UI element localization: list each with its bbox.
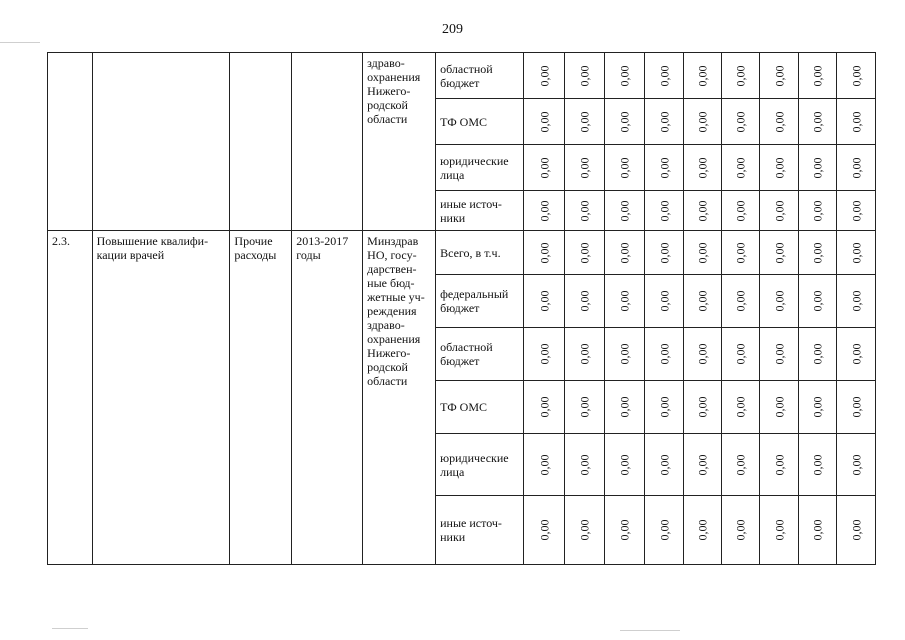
value-text: 0,00 [849, 111, 864, 132]
value-cell [798, 496, 837, 565]
value-text: 0,00 [695, 519, 710, 541]
value-cell [721, 53, 760, 99]
value-text: 0,00 [617, 519, 632, 541]
value-text: 0,00 [772, 290, 787, 312]
value-text: 0,00 [810, 65, 825, 86]
value-text: 0,00 [810, 157, 825, 178]
value-text: 0,00 [695, 242, 710, 263]
value-text: 0,00 [810, 343, 825, 365]
value-cell [837, 496, 876, 565]
value-text: 0,00 [810, 454, 825, 475]
value-text: 0,00 [537, 343, 552, 365]
value-cell [760, 496, 799, 565]
value-text: 0,00 [657, 396, 672, 418]
executor-cell: здраво- охранения Нижего- родской области [363, 53, 436, 231]
value-cell [644, 381, 684, 434]
value-cell [524, 275, 565, 328]
expense-type-cell: Прочие расходы [230, 231, 292, 565]
value-cell [837, 231, 876, 275]
funding-source-cell: юридические лица [436, 145, 524, 191]
value-cell [760, 328, 799, 381]
value-cell [605, 275, 645, 328]
table-row [48, 53, 876, 99]
value-text: 0,00 [695, 200, 710, 221]
funding-source-cell: ТФ ОМС [436, 99, 524, 145]
value-text: 0,00 [617, 242, 632, 263]
value-cell [684, 434, 721, 496]
value-cell [837, 434, 876, 496]
value-cell [721, 328, 760, 381]
value-cell [605, 231, 645, 275]
value-text: 0,00 [657, 157, 672, 178]
value-text: 0,00 [617, 454, 632, 475]
value-cell [644, 434, 684, 496]
value-text: 0,00 [733, 65, 748, 86]
value-text: 0,00 [772, 111, 787, 132]
value-text: 0,00 [772, 242, 787, 263]
value-cell [644, 145, 684, 191]
value-cell [524, 231, 565, 275]
value-cell [721, 145, 760, 191]
value-text: 0,00 [537, 200, 552, 221]
value-cell [837, 145, 876, 191]
value-cell [760, 53, 799, 99]
value-text: 0,00 [577, 157, 592, 178]
funding-source-cell: федеральный бюджет [436, 275, 524, 328]
value-cell [524, 53, 565, 99]
value-cell [721, 231, 760, 275]
period-cell: 2013-2017 годы [292, 231, 363, 565]
value-text: 0,00 [733, 157, 748, 178]
funding-source-cell: ТФ ОМС [436, 381, 524, 434]
value-cell [524, 191, 565, 231]
value-text: 0,00 [695, 396, 710, 418]
value-text: 0,00 [849, 200, 864, 221]
value-cell [605, 496, 645, 565]
value-text: 0,00 [657, 200, 672, 221]
value-text: 0,00 [577, 242, 592, 263]
value-text: 0,00 [695, 65, 710, 86]
value-text: 0,00 [617, 396, 632, 418]
value-text: 0,00 [733, 290, 748, 312]
value-text: 0,00 [577, 519, 592, 541]
value-cell [644, 496, 684, 565]
number-cell [48, 53, 93, 231]
value-text: 0,00 [537, 454, 552, 475]
value-cell [644, 99, 684, 145]
value-text: 0,00 [849, 396, 864, 418]
value-text: 0,00 [577, 396, 592, 418]
value-text: 0,00 [657, 290, 672, 312]
value-cell [605, 99, 645, 145]
value-text: 0,00 [695, 290, 710, 312]
value-cell [564, 328, 605, 381]
value-text: 0,00 [577, 454, 592, 475]
funding-source-cell: областной бюджет [436, 53, 524, 99]
item-name-cell: Повышение квалифи- кации врачей [92, 231, 230, 565]
value-text: 0,00 [772, 343, 787, 365]
value-text: 0,00 [849, 157, 864, 178]
value-cell [721, 381, 760, 434]
item-number-cell: 2.3. [48, 231, 93, 565]
value-cell [684, 53, 721, 99]
value-cell [524, 496, 565, 565]
value-cell [524, 99, 565, 145]
value-text: 0,00 [577, 343, 592, 365]
value-cell [721, 99, 760, 145]
value-cell [605, 328, 645, 381]
value-text: 0,00 [657, 454, 672, 475]
value-cell [564, 381, 605, 434]
value-text: 0,00 [733, 519, 748, 541]
value-text: 0,00 [733, 200, 748, 221]
value-cell [684, 99, 721, 145]
value-text: 0,00 [537, 111, 552, 132]
value-text: 0,00 [577, 200, 592, 221]
value-text: 0,00 [617, 200, 632, 221]
value-cell [605, 145, 645, 191]
value-cell [837, 381, 876, 434]
value-cell [644, 231, 684, 275]
value-cell [684, 275, 721, 328]
value-cell [760, 231, 799, 275]
value-cell [837, 191, 876, 231]
value-cell [564, 191, 605, 231]
value-text: 0,00 [577, 65, 592, 86]
value-cell [721, 275, 760, 328]
funding-source-cell: иные источ- ники [436, 191, 524, 231]
value-cell [798, 434, 837, 496]
value-cell [760, 381, 799, 434]
value-text: 0,00 [695, 454, 710, 475]
name-cell [92, 53, 230, 231]
value-cell [564, 231, 605, 275]
value-cell [644, 191, 684, 231]
value-text: 0,00 [810, 242, 825, 263]
value-cell [684, 496, 721, 565]
value-cell [684, 381, 721, 434]
value-cell [644, 275, 684, 328]
value-text: 0,00 [695, 343, 710, 365]
value-cell [684, 145, 721, 191]
value-text: 0,00 [810, 519, 825, 541]
value-cell [837, 53, 876, 99]
value-text: 0,00 [849, 343, 864, 365]
executor-cell: Минздрав НО, госу- дарствен- ные бюд- жетные уч- реждения здраво- охранения Нижего- родской области [363, 231, 436, 565]
value-cell [798, 99, 837, 145]
expense-type-cell [230, 53, 292, 231]
value-cell [564, 434, 605, 496]
value-text: 0,00 [772, 396, 787, 418]
value-text: 0,00 [810, 111, 825, 132]
value-cell [524, 145, 565, 191]
value-cell [605, 434, 645, 496]
value-cell [760, 434, 799, 496]
value-cell [798, 191, 837, 231]
value-cell [605, 381, 645, 434]
funding-table [47, 52, 876, 565]
value-cell [837, 328, 876, 381]
value-cell [564, 496, 605, 565]
value-text: 0,00 [733, 454, 748, 475]
value-text: 0,00 [657, 111, 672, 132]
value-cell [524, 381, 565, 434]
value-cell [564, 53, 605, 99]
value-cell [524, 434, 565, 496]
value-cell [684, 191, 721, 231]
value-cell [605, 191, 645, 231]
value-cell [798, 381, 837, 434]
value-text: 0,00 [849, 290, 864, 312]
value-cell [684, 231, 721, 275]
value-cell [760, 145, 799, 191]
value-text: 0,00 [695, 157, 710, 178]
value-text: 0,00 [617, 157, 632, 178]
value-text: 0,00 [695, 111, 710, 132]
value-text: 0,00 [657, 242, 672, 263]
value-cell [760, 191, 799, 231]
value-cell [798, 53, 837, 99]
value-cell [760, 275, 799, 328]
value-text: 0,00 [733, 242, 748, 263]
value-text: 0,00 [772, 519, 787, 541]
value-text: 0,00 [772, 157, 787, 178]
value-text: 0,00 [772, 65, 787, 86]
value-text: 0,00 [733, 111, 748, 132]
value-text: 0,00 [617, 65, 632, 86]
value-text: 0,00 [617, 343, 632, 365]
value-text: 0,00 [537, 65, 552, 86]
value-text: 0,00 [849, 519, 864, 541]
value-text: 0,00 [537, 242, 552, 263]
value-text: 0,00 [657, 343, 672, 365]
value-cell [564, 99, 605, 145]
value-cell [644, 53, 684, 99]
value-cell [721, 496, 760, 565]
value-cell [798, 275, 837, 328]
value-text: 0,00 [577, 290, 592, 312]
value-text: 0,00 [577, 111, 592, 132]
period-cell [292, 53, 363, 231]
value-cell [837, 275, 876, 328]
value-cell [721, 434, 760, 496]
value-cell [644, 328, 684, 381]
value-cell [721, 191, 760, 231]
funding-source-cell: областной бюджет [436, 328, 524, 381]
value-text: 0,00 [810, 200, 825, 221]
value-text: 0,00 [810, 396, 825, 418]
value-text: 0,00 [772, 454, 787, 475]
funding-source-cell: юридические лица [436, 434, 524, 496]
value-text: 0,00 [733, 396, 748, 418]
funding-source-cell: Всего, в т.ч. [436, 231, 524, 275]
value-text: 0,00 [849, 454, 864, 475]
value-cell [798, 231, 837, 275]
value-text: 0,00 [810, 290, 825, 312]
value-text: 0,00 [657, 519, 672, 541]
value-text: 0,00 [772, 200, 787, 221]
value-cell [798, 145, 837, 191]
value-text: 0,00 [849, 242, 864, 263]
value-text: 0,00 [733, 343, 748, 365]
value-text: 0,00 [537, 290, 552, 312]
value-text: 0,00 [537, 157, 552, 178]
funding-source-cell: иные источ- ники [436, 496, 524, 565]
value-text: 0,00 [537, 519, 552, 541]
value-cell [564, 145, 605, 191]
value-cell [524, 328, 565, 381]
value-text: 0,00 [617, 111, 632, 132]
value-cell [605, 53, 645, 99]
value-cell [837, 99, 876, 145]
page-number: 209 [442, 22, 463, 37]
value-text: 0,00 [849, 65, 864, 86]
value-text: 0,00 [617, 290, 632, 312]
value-cell [798, 328, 837, 381]
value-cell [564, 275, 605, 328]
value-text: 0,00 [657, 65, 672, 86]
value-text: 0,00 [537, 396, 552, 418]
table-row [48, 231, 876, 275]
value-cell [760, 99, 799, 145]
value-cell [684, 328, 721, 381]
